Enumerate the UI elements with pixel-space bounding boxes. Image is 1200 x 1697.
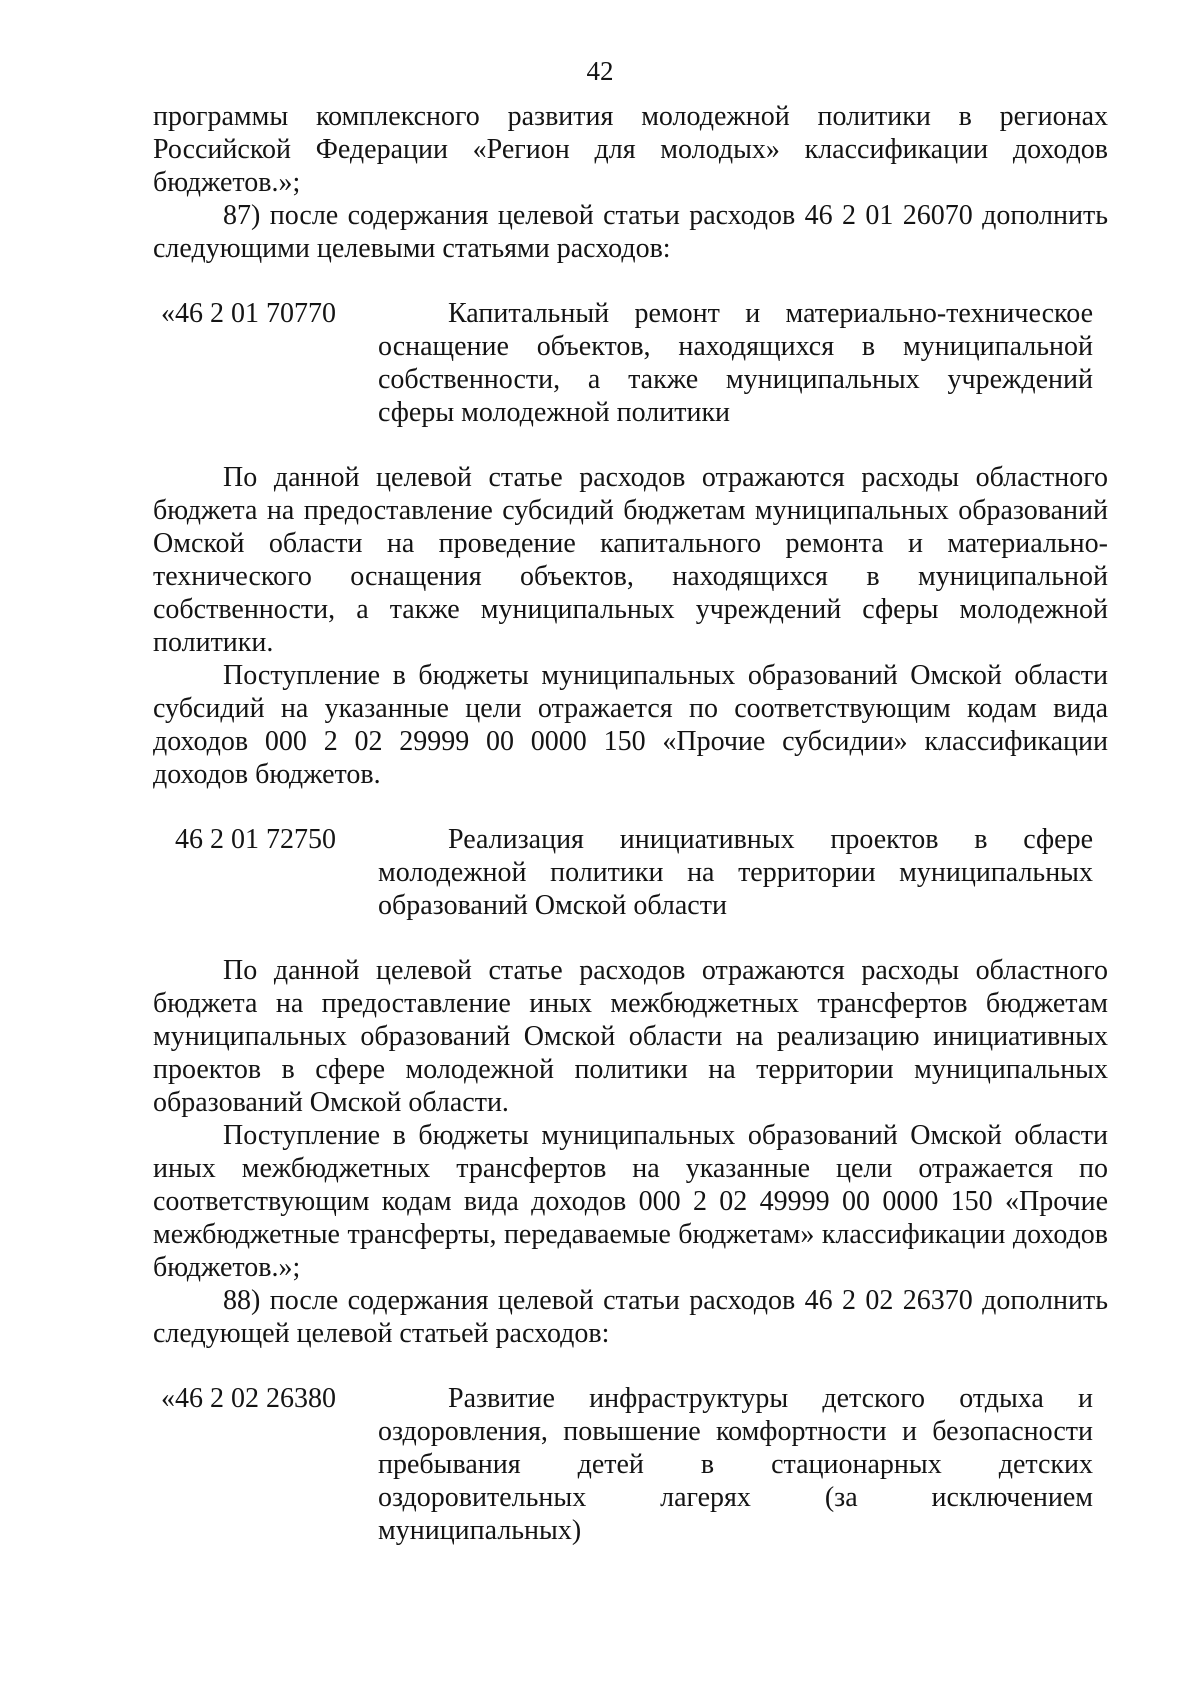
budget-entry-26380: [153, 1382, 1108, 1547]
paragraph-income-classification: Поступление в бюджеты муниципальных образований Омской области субсидий на указанные цели отражается по соответствующим кодам вида доходов 000 2 02 29999 00 0000 150 «Прочие субсидии» классификации доходов бюджетов.: [153, 660, 1108, 790]
budget-entry-70770: [153, 297, 1108, 429]
document-body: [153, 100, 1108, 1579]
paragraph-expense-description: По данной целевой статье расходов отражаются расходы областного бюджета на предоставление иных межбюджетных трансфертов бюджетам муниципальных образований Омской области на реализацию инициативных проектов в сфере молодежной политики на территории муниципальных образований Омской области.: [153, 955, 1108, 1118]
paragraph-continuation: программы комплексного развития молодежной политики в регионах Российской Федерации «Регион для молодых» классификации доходов бюджетов.»;: [153, 101, 1108, 198]
page-number: 42: [586, 56, 614, 86]
entry-description: Развитие инфраструктуры детского отдыха и оздоровления, повышение комфортности и безопасности пребывания детей в стационарных детских оздоровительных лагерях (за исключением муниципальных): [378, 1383, 1093, 1546]
entry-description: Капитальный ремонт и материально-техническое оснащение объектов, находящихся в муниципальной собственности, а также муниципальных учреждений сферы молодежной политики: [378, 298, 1093, 428]
entry-code: 46 2 01 72750: [175, 824, 336, 855]
budget-entry-72750: [153, 823, 1108, 922]
paragraph-item-87: 87) после содержания целевой статьи расходов 46 2 01 26070 дополнить следующими целевыми статьями расходов:: [153, 200, 1108, 264]
paragraph-expense-description: По данной целевой статье расходов отражаются расходы областного бюджета на предоставление субсидий бюджетам муниципальных образований Омской области на проведение капитального ремонта и материально-технического оснащения объектов, находящихся в муниципальной собственности, а также муниципальных учреждений сферы молодежной политики.: [153, 462, 1108, 658]
entry-code: «46 2 01 70770: [161, 298, 336, 329]
paragraph-item-88: 88) после содержания целевой статьи расходов 46 2 02 26370 дополнить следующей целевой статьей расходов:: [153, 1285, 1108, 1349]
entry-description: Реализация инициативных проектов в сфере молодежной политики на территории муниципальных образований Омской области: [378, 824, 1093, 921]
paragraph-income-classification: Поступление в бюджеты муниципальных образований Омской области иных межбюджетных трансфертов на указанные цели отражается по соответствующим кодам вида доходов 000 2 02 49999 00 0000 150 «Прочие межбюджетные трансферты, передаваемые бюджетам» классификации доходов бюджетов.»;: [153, 1120, 1108, 1283]
entry-code: «46 2 02 26380: [161, 1383, 336, 1414]
